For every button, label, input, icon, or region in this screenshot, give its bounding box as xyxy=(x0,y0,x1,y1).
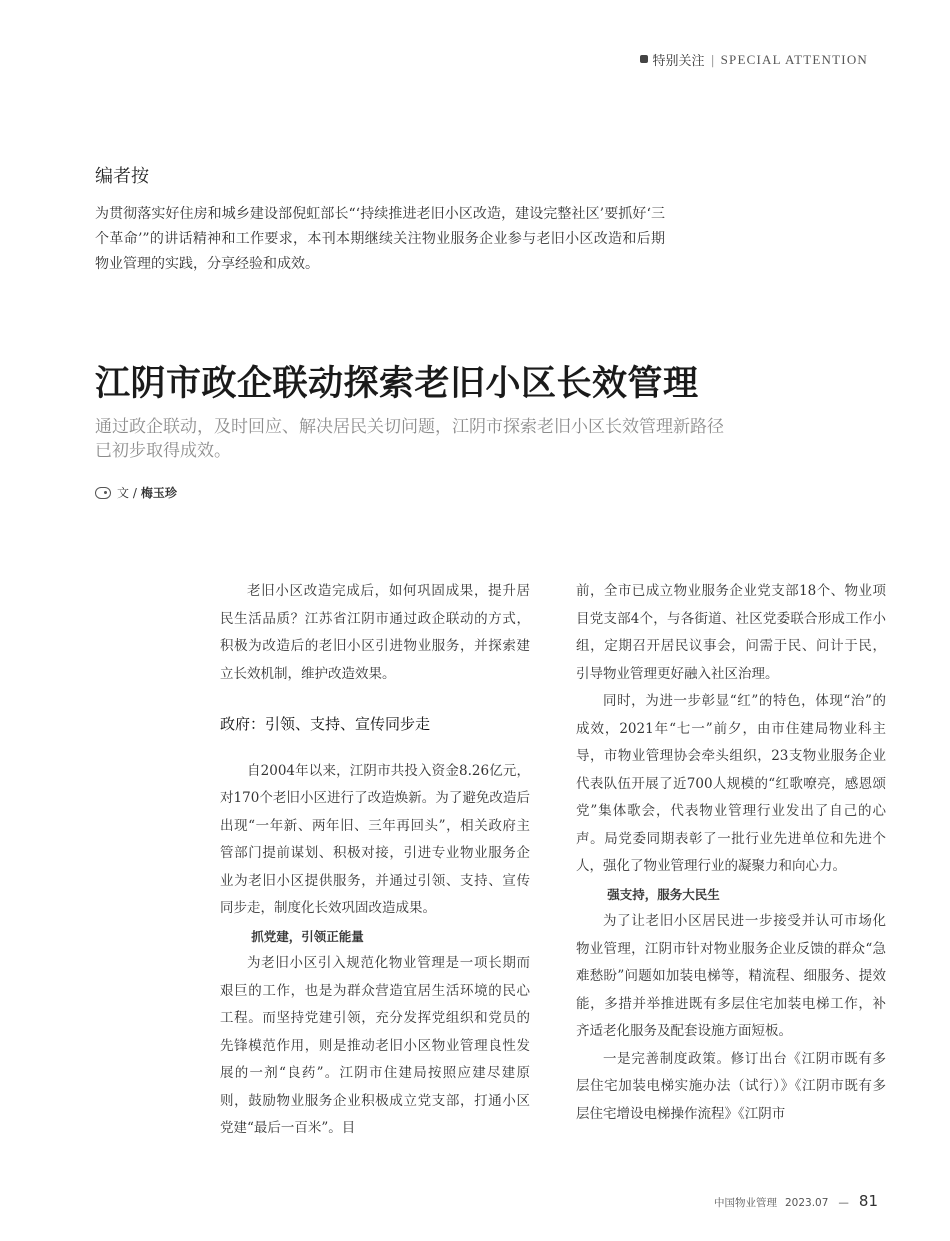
editor-note-title: 编者按 xyxy=(95,166,149,187)
body-paragraph: 为老旧小区引入规范化物业管理是一项长期而艰巨的工作，也是为群众营造宜居生活环境的民心工程。而坚持党建引领，充分发挥党组织和党员的先锋模范作用，则是推动老旧小区物业管理良性发展的一剂“良药”。江阴市住建局按照应建尽建原则，鼓励物业服务企业积极成立党支部，打通小区党建“最后一百米”。目 xyxy=(220,955,530,1136)
section-label-cn: 特别关注 xyxy=(652,54,705,69)
right-column xyxy=(576,578,886,1128)
section-bullet-icon xyxy=(640,55,648,63)
section-paragraph: 自2004年以来，江阴市共投入资金8.26亿元，对170个老旧小区进行了改造焕新。为了避免改造后出现“一年新、两年旧、三年再回头”，相关政府主管部门提前谋划、积极对接，引进专业物业服务企业为老旧小区提供服务，并通过引领、支持、宣传同步走，制度化长效巩固改造成果。 xyxy=(220,762,530,916)
left-column xyxy=(220,578,530,1143)
article-title: 江阴市政企联动探索老旧小区长效管理 xyxy=(95,364,699,404)
byline xyxy=(95,484,177,501)
body-paragraph-continued: 前，全市已成立物业服务企业党支部18个、物业项目党支部4个，与各街道、社区党委联合形成工作小组，定期召开居民议事会，问需于民、问计于民，引导物业管理更好融入社区治理。 xyxy=(576,583,886,682)
section-separator: | xyxy=(710,52,715,67)
subheading-support: 强支持，服务大民生 xyxy=(607,886,720,902)
section-header xyxy=(640,50,868,69)
page-number: 81 xyxy=(858,1192,878,1210)
page-footer xyxy=(714,1192,878,1210)
issue-number: 2023.07 xyxy=(784,1197,829,1209)
section-heading-government: 政府：引领、支持、宣传同步走 xyxy=(220,715,431,733)
subheading-party-building: 抓党建，引领正能量 xyxy=(251,928,364,944)
author-name: 梅玉珍 xyxy=(140,486,177,500)
article-subtitle: 通过政企联动，及时回应、解决居民关切问题，江阴市探索老旧小区长效管理新路径已初步取得成效。 xyxy=(95,417,724,461)
body-paragraph: 为了让老旧小区居民进一步接受并认可市场化物业管理，江阴市针对物业服务企业反馈的群众“急难愁盼”问题如加装电梯等，精流程、细服务、提效能，多措并举推进既有多层住宅加装电梯工作，补齐适老化服务及配套设施方面短板。 xyxy=(576,913,886,1039)
body-paragraph: 一是完善制度政策。修订出台《江阴市既有多层住宅加装电梯实施办法（试行）》《江阴市既有多层住宅增设电梯操作流程》《江阴市 xyxy=(576,1050,886,1122)
byline-prefix: 文 / xyxy=(117,486,137,500)
body-paragraph: 同时，为进一步彰显“红”的特色，体现“治”的成效，2021年“七一”前夕，由市住建局物业科主导，市物业管理协会牵头组织，23支物业服务企业代表队伍开展了近700人规模的“红歌嘹亮，感恩颂党”集体歌会，代表物业管理行业发出了自己的心声。局党委同期表彰了一批行业先进单位和先进个人，强化了物业管理行业的凝聚力和向心力。 xyxy=(576,693,886,874)
footer-dash: — xyxy=(838,1197,849,1209)
section-label-en: SPECIAL ATTENTION xyxy=(720,51,868,67)
magazine-name: 中国物业管理 xyxy=(713,1197,777,1209)
editor-note-text: 为贯彻落实好住房和城乡建设部倪虹部长“‘持续推进老旧小区改造，建设完整社区’要抓好‘三个革命’”的讲话精神和工作要求，本刊本期继续关注物业服务企业参与老旧小区改造和后期物业管理的实践，分享经验和成效。 xyxy=(95,206,665,272)
intro-paragraph: 老旧小区改造完成后，如何巩固成果，提升居民生活品质？江苏省江阴市通过政企联动的方式，积极为改造后的老旧小区引进物业服务，并探索建立长效机制，维护改造效果。 xyxy=(220,583,530,682)
pen-icon xyxy=(95,487,111,499)
